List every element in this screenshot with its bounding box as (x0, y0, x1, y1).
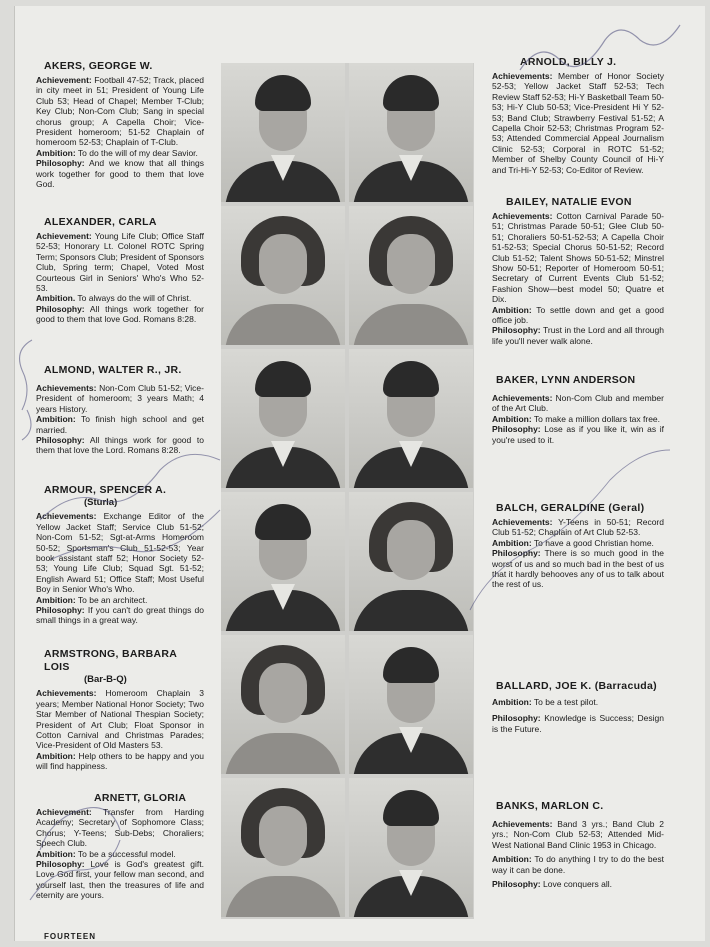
entry-alexander (36, 216, 204, 325)
student-name: BAKER, LYNN ANDERSON (496, 374, 636, 386)
student-name: ALMOND, WALTER R., JR. (44, 364, 182, 376)
ambition: Ambition: To have a good Christian home. (492, 537, 654, 548)
student-name: ARNETT, GLORIA (94, 792, 187, 804)
philosophy: Philosophy: And we know that all things work together for good to them that love God. (36, 158, 204, 190)
student-name: ARMOUR, SPENCER A. (44, 484, 167, 496)
portrait-bailey (349, 206, 473, 345)
student-name: ARNOLD, BILLY J. (520, 56, 617, 68)
ambition: Ambition: To do the will of my dear Savior. (36, 147, 198, 158)
entry-arnold (492, 56, 664, 175)
entry-almond (36, 364, 204, 456)
entry-armour (36, 484, 204, 626)
philosophy: Philosophy: Love is God's greatest gift. Love God first, your fellow man second, and yourself last, then the treasures of life and eternity are yours. (36, 859, 204, 901)
portrait-arnett (221, 778, 345, 917)
philosophy: Philosophy: Love conquers all. (492, 879, 613, 890)
achievements: Achievements: Exchange Editor of the Yellow Jacket Staff; Service Club 51-52; Non-Com 51-52; Sgt-at-Arms Homeroom 50-52; Sportsman's Club 51-52-53; Year book assistant staff 52; Honor Society 52-53; Young Life Club; Squad Sgt. 51-52; English Award 51; Office Staff; Most Useful Boy in Senior Who's Who. (36, 511, 204, 595)
portrait-banks (349, 778, 473, 917)
achievements: Achievement: Transfer from Harding Academy; Secretary of Sophomore Class; Chorus; Y-Teens; Sub-Debs; Choraliers; Speech Club. (36, 807, 204, 849)
entry-banks (492, 800, 664, 889)
philosophy: Philosophy: There is so much good in the worst of us and so much bad in the best of us that it hardly behooves any of us to talk about the rest of us. (492, 548, 664, 590)
student-name: AKERS, GEORGE W. (44, 60, 153, 72)
nickname: (Bar-B-Q) (84, 674, 127, 685)
achievements: Achievements: Y-Teens in 50-51; Record Club 51-52; Chaplain of Art Club 52-53. (492, 517, 664, 538)
ambition: Ambition. To always do the will of Christ. (36, 293, 192, 304)
entry-armstrong (36, 648, 204, 772)
entry-akers (36, 60, 204, 189)
achievements: Achievements: Non-Com Club 51-52; Vice-President of homeroom; 3 years Math; 4 years History. (36, 383, 204, 414)
achievements: Achievements: Member of Honor Society 52-53; Yellow Jacket Staff 52-53; Tech Review Staff 52-53; Hi-Y Basketball Team 50-53; Hi-Y Club 50-53; Vice-President Hi Y 52-53; Band Club; Strawberry Festival 51-52; A Capella Choir 52-53; Christmas Program 52-53; Attended Commercial Appeal Journalism Clinic 52-53; Corporal in ROTC 51-52; Member of Shelby County Council of Hi-Y and Tri-Hi-Y 52-53; Co-Editor of Review. (492, 71, 664, 175)
entry-bailey (492, 196, 664, 346)
entry-balch (492, 502, 664, 590)
ambition: Ambition: To be a successful model. (36, 848, 176, 859)
portrait-arnold (349, 63, 473, 202)
portrait-balch (349, 492, 473, 631)
achievements: Achievements: Homeroom Chaplain 3 years; Member National Honor Society; Two Star Member of National Thespian Society; President of Art Club; Float Sponsor in Cotton Carnival and Christmas Parades; Vice-President of Old Masters 53. (36, 688, 204, 751)
student-name: BAILEY, NATALIE EVON (506, 196, 632, 208)
ambition: Ambition: Help others to be happy and you will find happiness. (36, 750, 204, 772)
entry-baker (492, 374, 664, 445)
ambition: Ambition: To settle down and get a good office job. (492, 304, 664, 326)
portrait-armour (221, 492, 345, 631)
philosophy: Philosophy: Lose as if you like it, win as if you're used to it. (492, 424, 664, 445)
student-name: BALCH, GERALDINE (Geral) (496, 502, 645, 514)
student-name: BANKS, MARLON C. (496, 800, 604, 812)
portrait-ballard (349, 635, 473, 774)
portrait-baker (349, 349, 473, 488)
ambition: Ambition: To make a million dollars tax free. (492, 413, 661, 424)
ambition: Ambition: To be an architect. (36, 594, 148, 605)
ambition: Ambition: To finish high school and get married. (36, 414, 204, 435)
portrait-almond (221, 349, 345, 488)
achievements: Achievements: Band 3 yrs.; Band Club 2 yrs.; Non-Com Club 52-53; Attended Mid-West National Band Clinic 1953 in Chicago. (492, 819, 664, 850)
achievements: Achievements: Cotton Carnival Parade 50-51; Christmas Parade 50-51; Glee Club 50-51; Choraliers 50-51-52-53; A Capella Choir 51-52-53; Special Chorus 50-51-52; Record Club 51-52; Talent Shows 50-51-52; Minstrel Show 50-51; Reporter of Homeroom 50-51; Secretary of Current Events Club 51-52; Fashion Show—best model 50; Quatre et Dix. (492, 211, 664, 305)
philosophy: Philosophy: Trust in the Lord and all through life you'll never walk alone. (492, 325, 664, 346)
entry-ballard (492, 680, 664, 734)
philosophy: Philosophy: If you can't do great things do small things in a great way. (36, 605, 204, 626)
achievements: Achievements: Non-Com Club and member of the Art Club. (492, 393, 664, 414)
portrait-armstrong (221, 635, 345, 774)
student-name: ALEXANDER, CARLA (44, 216, 157, 228)
portrait-akers (221, 63, 345, 202)
achievements: Achievement: Young Life Club; Office Staff 52-53; Honorary Lt. Colonel ROTC Spring Term; Sponsors Club; President of Sponsors Club, Spring term; Chapel, Voted Most Courteous Girl in Seniors' Who's Who 52-53. (36, 231, 204, 294)
portrait-grid (221, 63, 474, 919)
entry-arnett (36, 792, 204, 901)
student-name: ARMSTRONG, BARBARA LOIS (44, 648, 177, 673)
ambition: Ambition: To be a test pilot. (492, 697, 599, 707)
philosophy: Philosophy: All things work for good to them that love the Lord. Romans 8:28. (36, 435, 204, 456)
nickname: (Sturla) (84, 497, 118, 508)
achievements: Achievement: Football 47-52; Track, placed in city meet in 51; President of Young Life Club 53; Head of Chapel; Member T-Club; Key Club; Non-Com Club; Sang in special chorus group; A Capella Choir; Vice-President homeroom; 51-52 Chaplain of homeroom 52-53; Chaplain of T-Club. (36, 75, 204, 148)
portrait-alexander (221, 206, 345, 345)
student-name: BALLARD, JOE K. (Barracuda) (496, 680, 657, 692)
philosophy: Philosophy: All things work together for good to them that love God. Romans 8:28. (36, 303, 204, 325)
philosophy: Philosophy: Knowledge is Success; Design is the Future. (492, 713, 664, 734)
page-number: FOURTEEN (44, 932, 96, 941)
ambition: Ambition: To do anything I try to do the best way it can be done. (492, 854, 664, 875)
